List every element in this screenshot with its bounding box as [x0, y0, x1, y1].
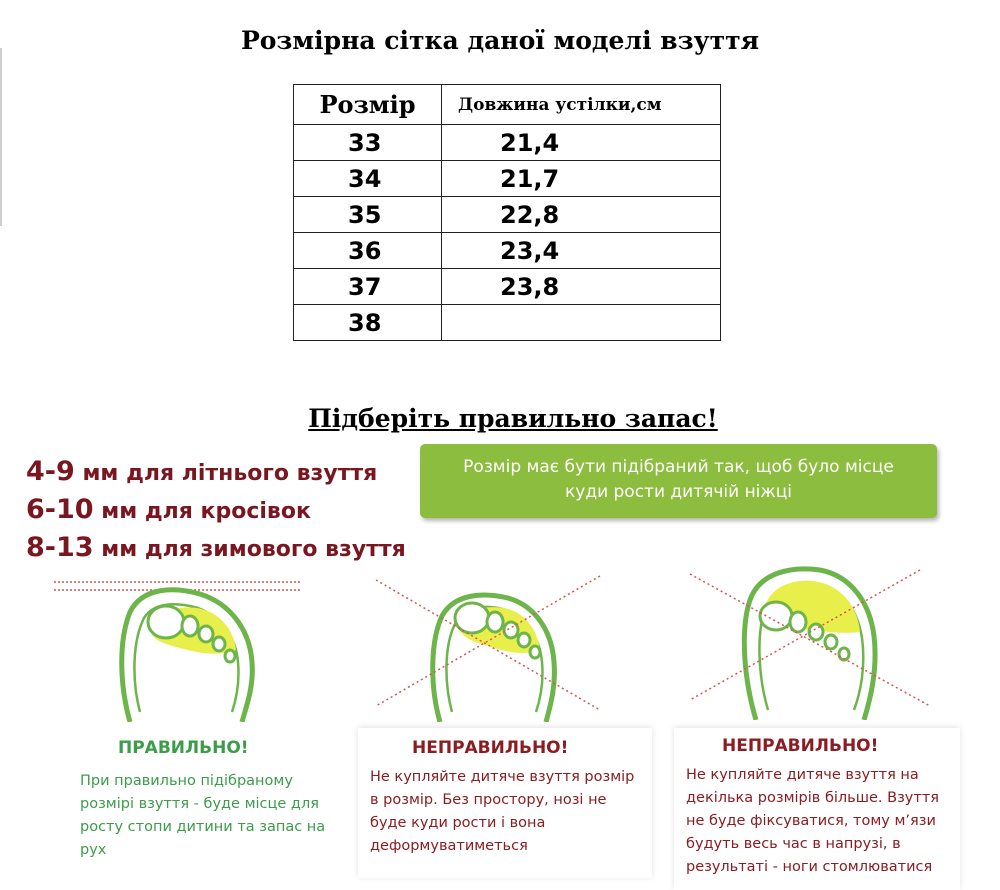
- description-too-small: Не купляйте дитяче взуття розмір в розмір. Без простору, нозі не буде куди рости і вона деформуватиметься: [370, 769, 635, 854]
- too-big-foot-illustration: [680, 560, 940, 720]
- length-cell: 21,4: [442, 125, 721, 161]
- size-cell: 34: [294, 161, 442, 197]
- range-label: мм для кросівок: [93, 499, 311, 524]
- range-value: 4-9: [26, 456, 75, 487]
- size-cell: 35: [294, 197, 442, 233]
- tip-line-2: куди рости дитячій ніжці: [564, 482, 793, 502]
- table-row: [294, 161, 721, 197]
- verdict-incorrect: НЕПРАВИЛЬНО!: [412, 738, 569, 758]
- range-sneakers: [26, 494, 311, 525]
- size-chart-table: [293, 84, 721, 341]
- verdict-correct: ПРАВИЛЬНО!: [118, 738, 249, 758]
- table-row: [294, 125, 721, 161]
- length-cell: 23,8: [442, 269, 721, 305]
- tip-banner: [420, 444, 937, 518]
- range-label: мм для зимового взуття: [93, 537, 406, 562]
- page-title: Розмірна сітка даної моделі взуття: [240, 26, 760, 55]
- size-cell: 37: [294, 269, 442, 305]
- too-small-foot-illustration: [360, 572, 620, 722]
- range-winter: [26, 532, 406, 563]
- size-cell: 38: [294, 305, 442, 341]
- table-header-row: [294, 85, 721, 125]
- range-summer: [26, 456, 377, 487]
- length-cell: 22,8: [442, 197, 721, 233]
- description-correct: При правильно підібраному розмірі взуття - буде місце для росту стопи дитини та запас на рух: [80, 773, 326, 858]
- range-value: 6-10: [26, 494, 94, 525]
- length-cell: 21,7: [442, 161, 721, 197]
- verdict-incorrect: НЕПРАВИЛЬНО!: [722, 736, 879, 756]
- range-value: 8-13: [26, 532, 94, 563]
- length-cell: 23,4: [442, 233, 721, 269]
- header-insole-length: Довжина устілки,см: [442, 85, 721, 125]
- description-too-big: Не купляйте дитяче взуття на декілька розмірів більше. Взуття не буде фіксуватися, тому м’язи будуть весь час в напрузі, в результаті - ноги стомлюватися: [686, 767, 939, 875]
- size-cell: 33: [294, 125, 442, 161]
- header-size: Розмір: [294, 85, 442, 125]
- tip-line-1: Розмір має бути підібраний так, щоб було місце: [463, 457, 894, 477]
- table-row: [294, 233, 721, 269]
- table-row: [294, 305, 721, 341]
- section-subtitle: Підберіть правильно запас!: [308, 404, 718, 433]
- length-cell: [442, 305, 721, 341]
- left-edge-line: [0, 48, 2, 226]
- correct-fit-foot-illustration: [50, 572, 310, 722]
- size-cell: 36: [294, 233, 442, 269]
- table-row: [294, 269, 721, 305]
- table-row: [294, 197, 721, 233]
- range-label: мм для літнього взуття: [74, 461, 378, 486]
